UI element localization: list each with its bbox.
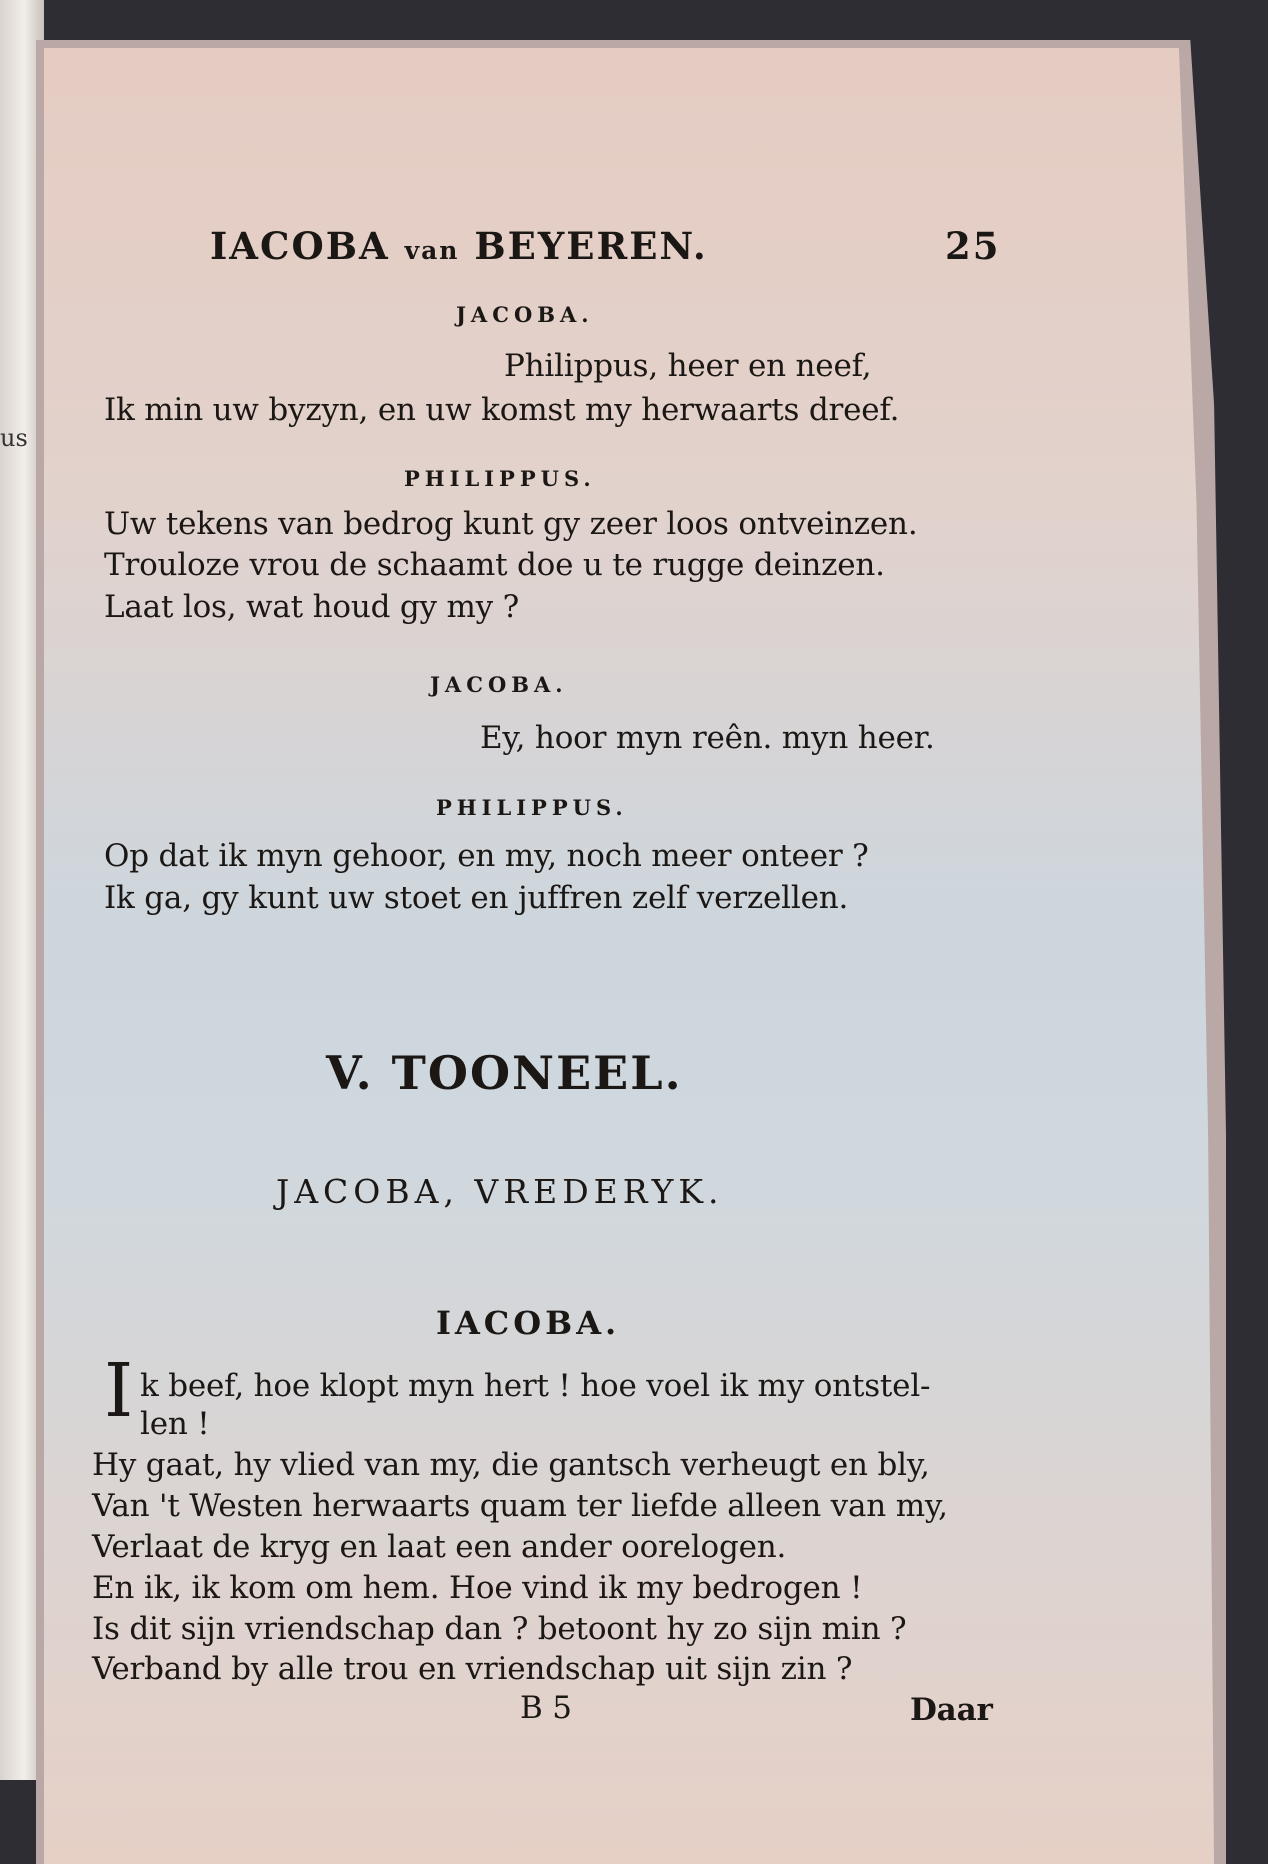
verse-line: Trouloze vrou de schaamt doe u te rugge deinzen. [104,547,885,583]
verse-line: len ! [140,1406,210,1442]
signature-mark: B 5 [520,1690,572,1726]
running-head [210,224,708,268]
left-page-text-fragment: us [0,424,28,452]
catchword: Daar [910,1692,993,1728]
speaker-heading: PHILIPPUS. [404,466,596,491]
running-head-title-2: van [404,236,460,265]
verse-line: Verlaat de kryg en laat een ander oorelogen. [92,1529,787,1565]
scene-heading: V. TOONEEL. [326,1046,683,1100]
verse-line: Laat los, wat houd gy my ? [104,589,520,625]
verse-line: Hy gaat, hy vlied van my, die gantsch verheugt en bly, [92,1447,930,1483]
verse-line: Op dat ik myn gehoor, en my, noch meer onteer ? [104,838,869,874]
running-head-title-3: BEYEREN. [474,224,708,268]
page-number: 25 [945,224,1001,268]
drop-cap: I [104,1348,134,1434]
running-head-title-1: IACOBA [210,224,390,268]
verse-line: Philippus, heer en neef, [504,348,872,384]
verse-line: Ik ga, gy kunt uw stoet en juffren zelf verzellen. [104,880,849,916]
verse-line: Ik min uw byzyn, en uw komst my herwaarts dreef. [104,392,900,428]
speaker-heading: PHILIPPUS. [436,795,628,820]
verse-line: Verband by alle trou en vriendschap uit sijn zin ? [92,1651,853,1687]
verse-line: Van 't Westen herwaarts quam ter liefde alleen van my, [92,1488,948,1524]
verse-line: Uw tekens van bedrog kunt gy zeer loos ontveinzen. [104,506,918,542]
verse-line: En ik, ik kom om hem. Hoe vind ik my bedrogen ! [92,1570,863,1606]
speaker-heading: JACOBA. [456,302,594,327]
speaker-heading: IACOBA. [436,1304,621,1342]
verse-line: Is dit sijn vriendschap dan ? betoont hy zo sijn min ? [92,1611,907,1647]
verse-line: Ey, hoor myn reên. myn heer. [480,720,935,756]
speaker-heading: JACOBA. [430,672,568,697]
verse-line: k beef, hoe klopt myn hert ! hoe voel ik my ontstel- [140,1368,931,1404]
cast-list: JACOBA, VREDERYK. [276,1172,724,1211]
